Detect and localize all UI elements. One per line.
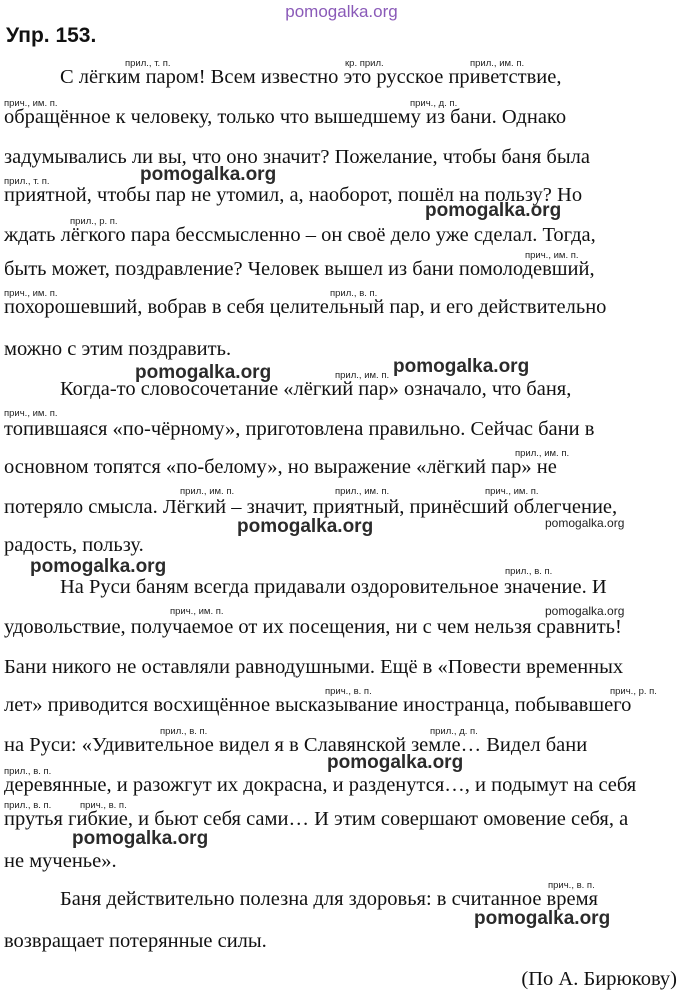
grammar-tag: кр. прил. <box>345 58 384 69</box>
grammar-tag: прил., в. п. <box>160 726 208 737</box>
text-line: обращённое к человеку, только что вышедшему из бани. Однако <box>4 106 567 128</box>
text-line: возвращает потерянные силы. <box>4 930 267 952</box>
text-line: быть может, поздравление? Человек вышел из бани помолодевший, <box>4 258 595 280</box>
grammar-tag: прич., в. п. <box>325 686 372 697</box>
watermark: pomogalka.org <box>474 908 611 929</box>
watermark: pomogalka.org <box>140 164 277 185</box>
watermark: pomogalka.org <box>425 200 562 221</box>
grammar-tag: прич., им. п. <box>485 486 539 497</box>
grammar-tag: прил., им. п. <box>335 370 390 381</box>
grammar-tag: прил., в. п. <box>330 288 378 299</box>
watermark: pomogalka.org <box>30 556 167 577</box>
grammar-tag: прич., в. п. <box>548 880 595 891</box>
grammar-tag: прич., им. п. <box>4 408 58 419</box>
grammar-tag: прил., им. п. <box>335 486 390 497</box>
grammar-tag: прич., им. п. <box>4 288 58 299</box>
text-line: не мученье». <box>4 850 117 872</box>
grammar-tag: прич., им. п. <box>170 606 224 617</box>
text-line: потеряло смысла. Лёгкий – значит, приятный, принёсший облегчение, <box>4 496 618 518</box>
watermark-small: pomogalka.org <box>545 516 625 530</box>
grammar-tag: прил., им. п. <box>515 448 570 459</box>
text-line: основном топятся «по-белому», но выражение «лёгкий пар» не <box>4 456 557 478</box>
text-line: похорошевший, вобрав в себя целительный пар, и его действительно <box>4 296 607 318</box>
watermark-top: pomogalka.org <box>285 2 398 21</box>
grammar-tag: прил., р. п. <box>70 216 118 227</box>
grammar-tag: прил., в. п. <box>4 800 52 811</box>
watermark: pomogalka.org <box>237 516 374 537</box>
watermark: pomogalka.org <box>327 752 464 773</box>
watermark: pomogalka.org <box>72 828 209 849</box>
text-line: можно с этим поздравить. <box>4 338 232 360</box>
grammar-tag: прич., р. п. <box>610 686 657 697</box>
text-line: ждать лёгкого пара бессмысленно – он своё дело уже сделал. Тогда, <box>4 224 596 246</box>
grammar-tag: прил., им. п. <box>470 58 525 69</box>
grammar-tag: прич., им. п. <box>525 250 579 261</box>
text-line: лет» приводится восхищённое высказывание иностранца, побывавшего <box>4 694 632 716</box>
text-line: прутья гибкие, и бьют себя сами… И этим совершают омовение себя, а <box>4 808 629 830</box>
grammar-tag: прил., им. п. <box>180 486 235 497</box>
grammar-tag: прил., в. п. <box>4 766 52 777</box>
grammar-tag: прил., д. п. <box>430 726 478 737</box>
exercise-title: Упр. 153. <box>6 24 97 47</box>
grammar-tag: прич., д. п. <box>410 98 458 109</box>
text-line: задумывались ли вы, что оно значит? Пожелание, чтобы баня была <box>4 146 590 168</box>
text-line: деревянные, и разожгут их докрасна, и разденутся…, и подымут на себя <box>4 774 637 796</box>
grammar-tag: прич., в. п. <box>80 800 127 811</box>
watermark: pomogalka.org <box>135 362 272 383</box>
watermark-small: pomogalka.org <box>545 604 625 618</box>
grammar-tag: прил., т. п. <box>4 176 50 187</box>
text-line: С лёгким паром! Всем известно это русское приветствие, <box>60 66 562 88</box>
text-line: приятной, чтобы пар не утомил, а, наоборот, пошёл на пользу? Но <box>4 184 583 206</box>
grammar-tag: прич., им. п. <box>4 98 58 109</box>
text-line: На Руси баням всегда придавали оздоровительное значение. И <box>60 576 607 598</box>
text-line: удовольствие, получаемое от их посещения, ни с чем нельзя сравнить! <box>4 616 622 638</box>
text-line: на Руси: «Удивительное видел я в Славянской земле… Видел бани <box>4 734 588 756</box>
author-attribution: (По А. Бирюкову) <box>521 968 677 990</box>
text-line: Баня действительно полезна для здоровья: в считанное время <box>60 888 598 910</box>
watermark: pomogalka.org <box>393 356 530 377</box>
text-line: Когда-то словосочетание «лёгкий пар» означало, что баня, <box>60 378 572 400</box>
text-line: топившаяся «по-чёрному», приготовлена правильно. Сейчас бани в <box>4 418 595 440</box>
grammar-tag: прил., в. п. <box>505 566 553 577</box>
text-line: Бани никого не оставляли равнодушными. Ещё в «Повести временных <box>4 656 624 678</box>
grammar-tag: прил., т. п. <box>125 58 171 69</box>
text-line: радость, пользу. <box>4 534 144 556</box>
